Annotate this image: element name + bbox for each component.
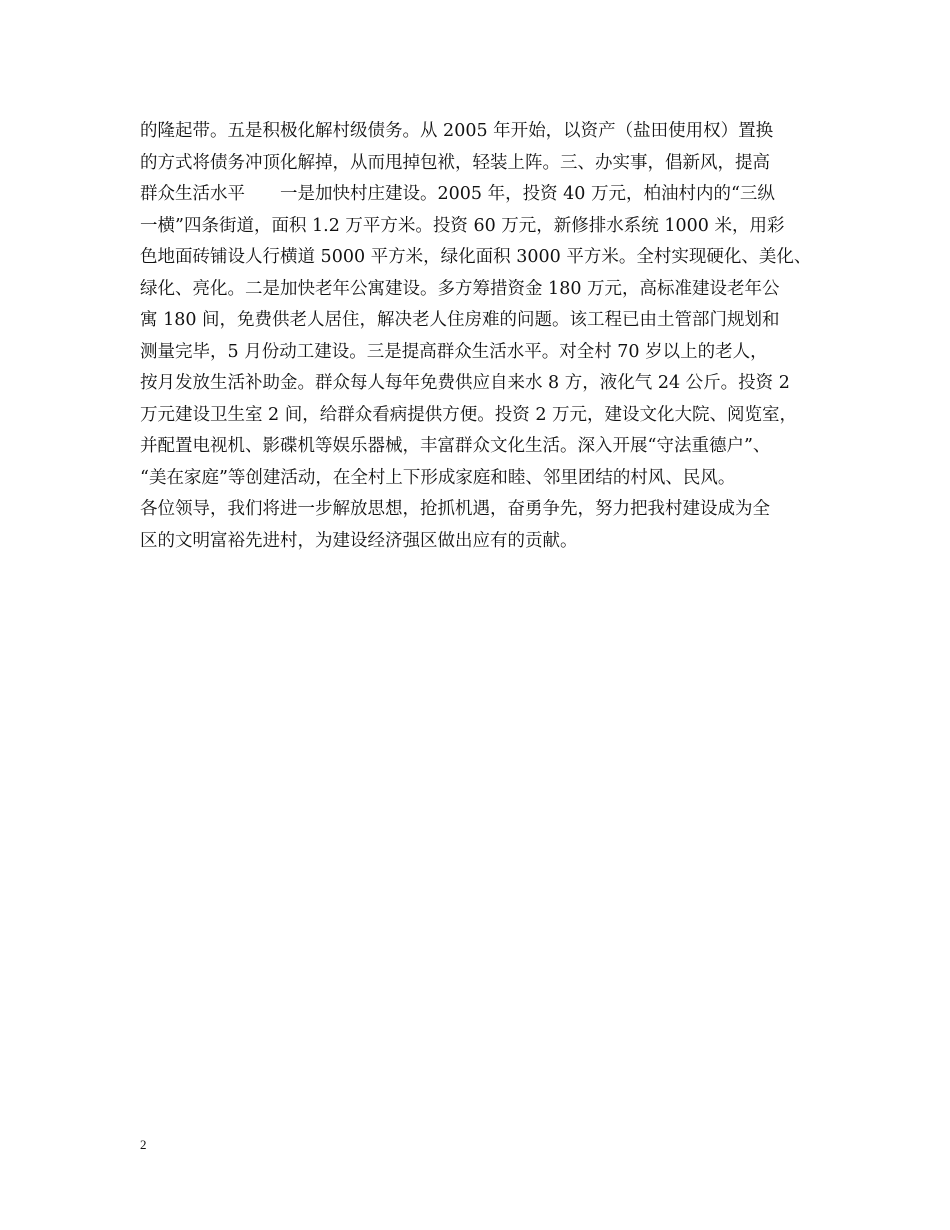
text-line: 按月发放生活补助金。群众每人每年免费供应自来水 8 方，液化气 24 公斤。投资 2 (140, 373, 790, 393)
text-line: 色地面砖铺设人行横道 5000 平方米，绿化面积 3000 平方米。全村实现硬化、美化、 (140, 247, 812, 267)
body-text (140, 116, 830, 557)
page-number: 2 (140, 1137, 147, 1152)
text-line: 区的文明富裕先进村，为建设经济强区做出应有的贡献。 (140, 530, 578, 551)
text-line: “美在家庭”等创建活动，在全村上下形成家庭和睦、邻里团结的村风、民风。 (140, 467, 736, 488)
text-line: 测量完毕，5 月份动工建设。三是提高群众生活水平。对全村 70 岁以上的老人， (140, 341, 768, 362)
text-line: 群众生活水平 一是加快村庄建设。2005 年，投资 40 万元，柏油村内的“三纵 (140, 184, 775, 204)
text-line: 的隆起带。五是积极化解村级债务。从 2005 年开始，以资产（盐田使用权）置换 (140, 121, 774, 141)
text-line: 寓 180 间，免费供老人居住，解决老人住房难的问题。该工程已由土管部门规划和 (140, 310, 780, 330)
text-line: 一横”四条街道，面积 1.2 万平方米。投资 60 万元，新修排水系统 1000 米，用彩 (140, 215, 785, 236)
text-line: 的方式将债务冲顶化解掉，从而甩掉包袱，轻装上阵。三、办实事，倡新风，提高 (140, 152, 770, 173)
text-line: 绿化、亮化。二是加快老年公寓建设。多方筹措资金 180 万元，高标准建设老年公 (140, 278, 780, 299)
text-line: 并配置电视机、影碟机等娱乐器械，丰富群众文化生活。深入开展“守法重德户”、 (140, 436, 771, 456)
text-line: 各位领导，我们将进一步解放思想，抢抓机遇，奋勇争先，努力把我村建设成为全 (140, 499, 770, 519)
text-line: 万元建设卫生室 2 间，给群众看病提供方便。投资 2 万元，建设文化大院、阅览室， (140, 404, 798, 425)
